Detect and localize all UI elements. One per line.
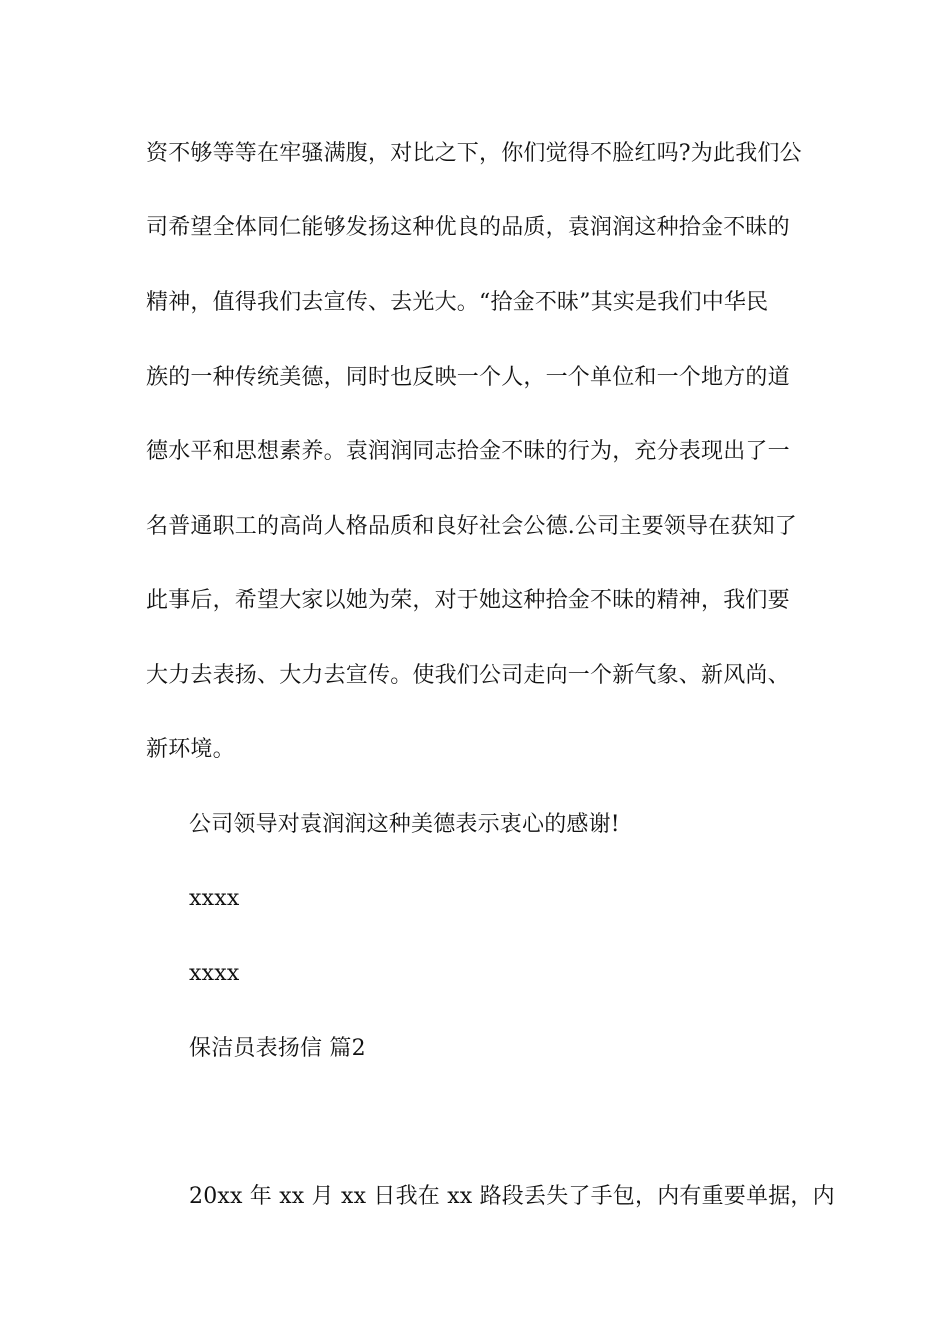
thanks-line: 公司领导对袁润润这种美德表示衷心的感谢! bbox=[189, 812, 620, 837]
section-title: 保洁员表扬信 篇2 bbox=[189, 1036, 366, 1061]
body-line-9: 新环境。 bbox=[146, 737, 235, 762]
body-line-2: 司希望全体同仁能够发扬这种优良的品质，袁润润这种拾金不昧的 bbox=[146, 215, 790, 240]
body-line-5: 德水平和思想素养。袁润润同志拾金不昧的行为，充分表现出了一 bbox=[146, 439, 790, 464]
body-line-7: 此事后，希望大家以她为荣，对于她这种拾金不昧的精神，我们要 bbox=[146, 588, 790, 613]
signature-line-1: xxxx bbox=[189, 886, 240, 911]
body-line-6: 名普通职工的高尚人格品质和良好社会公德.公司主要领导在获知了 bbox=[146, 514, 797, 539]
next-paragraph-line: 20xx 年 xx 月 xx 日我在 xx 路段丢失了手包，内有重要单据，内 bbox=[189, 1184, 835, 1209]
body-line-1: 资不够等等在牢骚满腹，对比之下，你们觉得不脸红吗?为此我们公 bbox=[146, 141, 802, 166]
body-line-8: 大力去表扬、大力去宣传。使我们公司走向一个新气象、新风尚、 bbox=[146, 663, 790, 688]
signature-line-2: xxxx bbox=[189, 961, 240, 986]
body-line-3: 精神，值得我们去宣传、去光大。“拾金不昧”其实是我们中华民 bbox=[146, 290, 769, 315]
body-line-4: 族的一种传统美德，同时也反映一个人，一个单位和一个地方的道 bbox=[146, 365, 790, 390]
